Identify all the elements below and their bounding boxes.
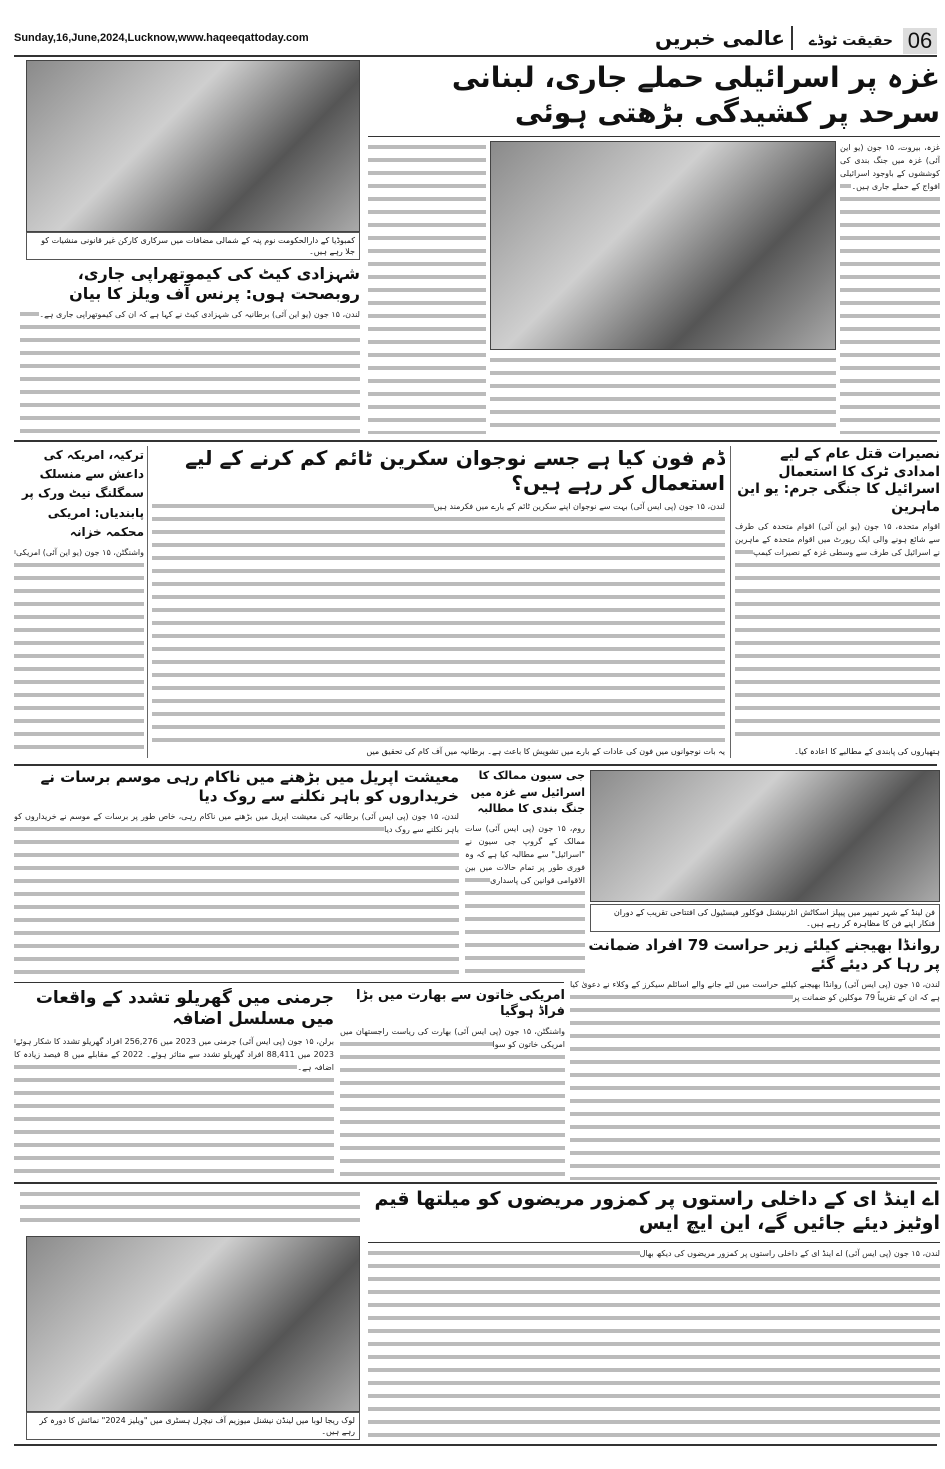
rwanda-lead: لندن، ۱۵ جون (پی ایس آئی) روانڈا بھیجنے کیلئے حراست میں لئے جانے والے اسائلم سیکرز کے وکلاء نے دعویٰ کیا ہے کہ ان کے تقریباً 79 موکلین کو ضمانت پر [570,979,940,1002]
cambodia-photo-block [26,60,360,260]
dumbphone-article [152,446,725,758]
turkey-body [14,546,144,758]
london-photo-block [26,1236,360,1440]
dumbphone-headline: ڈم فون کیا ہے جسے نوجوان سکرین ٹائم کم کرنے کے لیے استعمال کر رہے ہیں؟ [185,446,725,495]
finland-photo [590,770,940,902]
uswoman-headline: امریکی خاتون سے بھارت میں بڑا فراڈ ہوگیا [356,988,565,1020]
g7-body [465,822,585,977]
economy-article [14,768,459,976]
divider [730,446,731,758]
germany-article [14,988,334,1180]
uswoman-body [340,1025,565,1181]
london-caption: لوک ریجا لوبا میں لینڈن نیشنل میوزیم آف نیچرل ہسٹری میں "ویلیز 2024" نمائش کا دورہ کر رہے ہیں۔ [26,1412,360,1440]
uswoman-article [340,988,565,1180]
germany-body [14,1035,334,1181]
finland-caption: فن لینڈ کے شہر تمپیر میں پیپلز اسکاٹش انٹرنیشنل فوکلور فیسٹیول کی افتتاحی تقریب کے دوران فنکار اپنے فن کا مظاہرہ کر رہے ہیں۔ [590,904,940,932]
g7-headline: جی سیون ممالک کا اسرائیل سے غزہ میں جنگ بندی کا مطالبہ [470,769,585,815]
divider [368,136,940,137]
economy-headline: معیشت اپریل میں بڑھنے میں ناکام رہی موسم برسات نے خریداروں کو باہر نکلنے سے روک دیا [40,768,459,805]
gaza-article [368,60,940,434]
germany-headline: جرمنی میں گھریلو تشدد کے واقعات میں مسلسل اضافہ [35,988,334,1030]
cambodia-caption: کمبوڈیا کے دارالحکومت نوم پنہ کے شمالی مضافات میں سرکاری کارکن غیر قانونی منشیات کو جلا رہے ہیں۔ [26,232,360,260]
kate-headline: شہزادی کیٹ کی کیموتھراپی جاری، روبصحت ہوں: پرنس آف ویلز کا بیان [69,264,360,303]
nhs-lead: لندن، ۱۵ جون (پی ایس آئی) اے اینڈ ای کے داخلی راستوں پر کمزور مریضوں کی دیکھ بھال [639,1248,940,1258]
divider [14,982,564,983]
dumbphone-lead: لندن، ۱۵ جون (پی ایس آئی) بہت سے نوجوان اپنے سکرین ٹائم کے بارے میں فکرمند ہیں [433,502,725,511]
paper-name: حقیقت ٹوڈے [808,33,893,49]
gaza-body-col [368,141,486,434]
nhs-body [368,1247,940,1443]
divider [14,1444,937,1446]
gaza-body [840,141,940,434]
masthead [655,26,893,50]
nhs-article [368,1188,940,1442]
g7-article [465,768,585,976]
dumbphone-end [152,745,725,758]
kate-lead: لندن، ۱۵ جون (یو این آئی) برطانیہ کی شہزادی کیٹ نے کہا ہے کہ ان کی کیموتھراپی جاری ہے۔ [39,310,360,319]
divider [14,764,937,766]
nuseirat-lead: اقوام متحدہ، ۱۵ جون (یو این آئی) اقوام متحدہ کی طرف سے شائع ہونے والی ایک رپورٹ میں اقوام متحدہ کے ماہرین نے اسرائیل کی طرف سے وسطی غزہ کے نصیرات کیمپ [735,522,940,557]
gaza-photo [490,141,836,350]
nhs-headline: اے اینڈ ای کے داخلی راستوں پر کمزور مریضوں کو میلتھا قیم اوٹیز دیئے جائیں گے، این ایچ ایس [374,1188,940,1234]
dumbphone-body [152,500,725,743]
g7-lead: روم، ۱۵ جون (پی ایس آئی) سات ممالک کے گروپ جی سیون نے "اسرائیل" سے مطالبہ کیا ہے کہ وہ فوری طور پر تمام حالات میں بین الاقوامی قوانین کی پاسداری [465,823,585,885]
nuseirat-headline: نصیرات قتل عام کے لیے امدادی ٹرک کا استعمال اسرائیل کا جنگی جرم: یو این ماہرین [737,446,940,515]
rwanda-headline: روانڈا بھیجنے کیلئے زیر حراست 79 افراد ضمانت پر رہا کر دیئے گئے [588,936,940,973]
turkey-headline: ترکیہ، امریکہ کی داعش سے منسلک سمگلنگ نیٹ ورک پر پابندیاں: امریکی محکمہ خزانہ [21,448,144,539]
divider [14,55,937,57]
finland-rwanda-block [570,770,940,1180]
divider [147,446,148,758]
gaza-body-col [490,354,836,434]
turkey-article [14,446,144,758]
nuseirat-end [735,745,940,758]
divider [368,1242,940,1243]
dumbphone-end-text: یہ بات نوجوانوں میں فون کی عادات کے بارے میں تشویش کا باعث ہے۔ برطانیہ میں آف کام کی تحقیق میں [366,747,725,756]
nuseirat-end-text: ہتھیاروں کی پابندی کے مطالبے کا اعادہ کیا۔ [794,747,940,756]
kate-body [20,308,360,434]
divider [14,440,937,442]
section-title: عالمی خبریں [655,26,785,50]
dateline: Sunday,16,June,2024,Lucknow,www.haqeeqattoday.com [14,32,309,44]
economy-body [14,810,459,977]
kate-article [20,264,360,434]
nuseirat-article [735,446,940,758]
gaza-lead: غزہ، بیروت، ۱۵ جون (یو این آئی) غزہ میں جنگ بندی کی کوششوں کے باوجود اسرائیلی افواج کے حملے جاری ہیں۔ [840,143,940,191]
gaza-headline: غزہ پر اسرائیلی حملے جاری، لبنانی سرحد پر کشیدگی بڑھتی ہوئی [451,61,940,129]
economy-lead: لندن، ۱۵ جون (پی ایس آئی) برطانیہ کی معیشت اپریل میں بڑھنے میں ناکام رہی، خاص طور پر برسات کے موسم نے خریداروں کو باہر نکلنے سے روک دیا [14,811,459,834]
turkey-lead: واشنگٹن، ۱۵ جون (یو این آئی) امریکی [15,547,144,557]
cambodia-photo [26,60,360,232]
london-photo [26,1236,360,1412]
rwanda-body [570,978,940,1181]
nuseirat-body [735,520,940,743]
germany-end: 2023 میں 88,411 افراد گھریلو تشدد سے متاثر ہوئے۔ 2022 کے مقابلے میں 8 فیصد زیادہ کا اضافہ ہے۔ [14,1049,334,1072]
divider [14,1182,937,1184]
germany-body-cont [20,1188,360,1230]
germany-lead: برلن، ۱۵ جون (پی ایس آئی) جرمنی میں 2023 میں 256,276 افراد گھریلو تشدد کا شکار ہوئے [15,1036,334,1046]
page-number: 06 [903,28,937,54]
uswoman-lead: واشنگٹن، ۱۵ جون (پی ایس آئی) بھارت کی ریاست راجستھان میں امریکی خاتون کو سوا [340,1026,565,1049]
